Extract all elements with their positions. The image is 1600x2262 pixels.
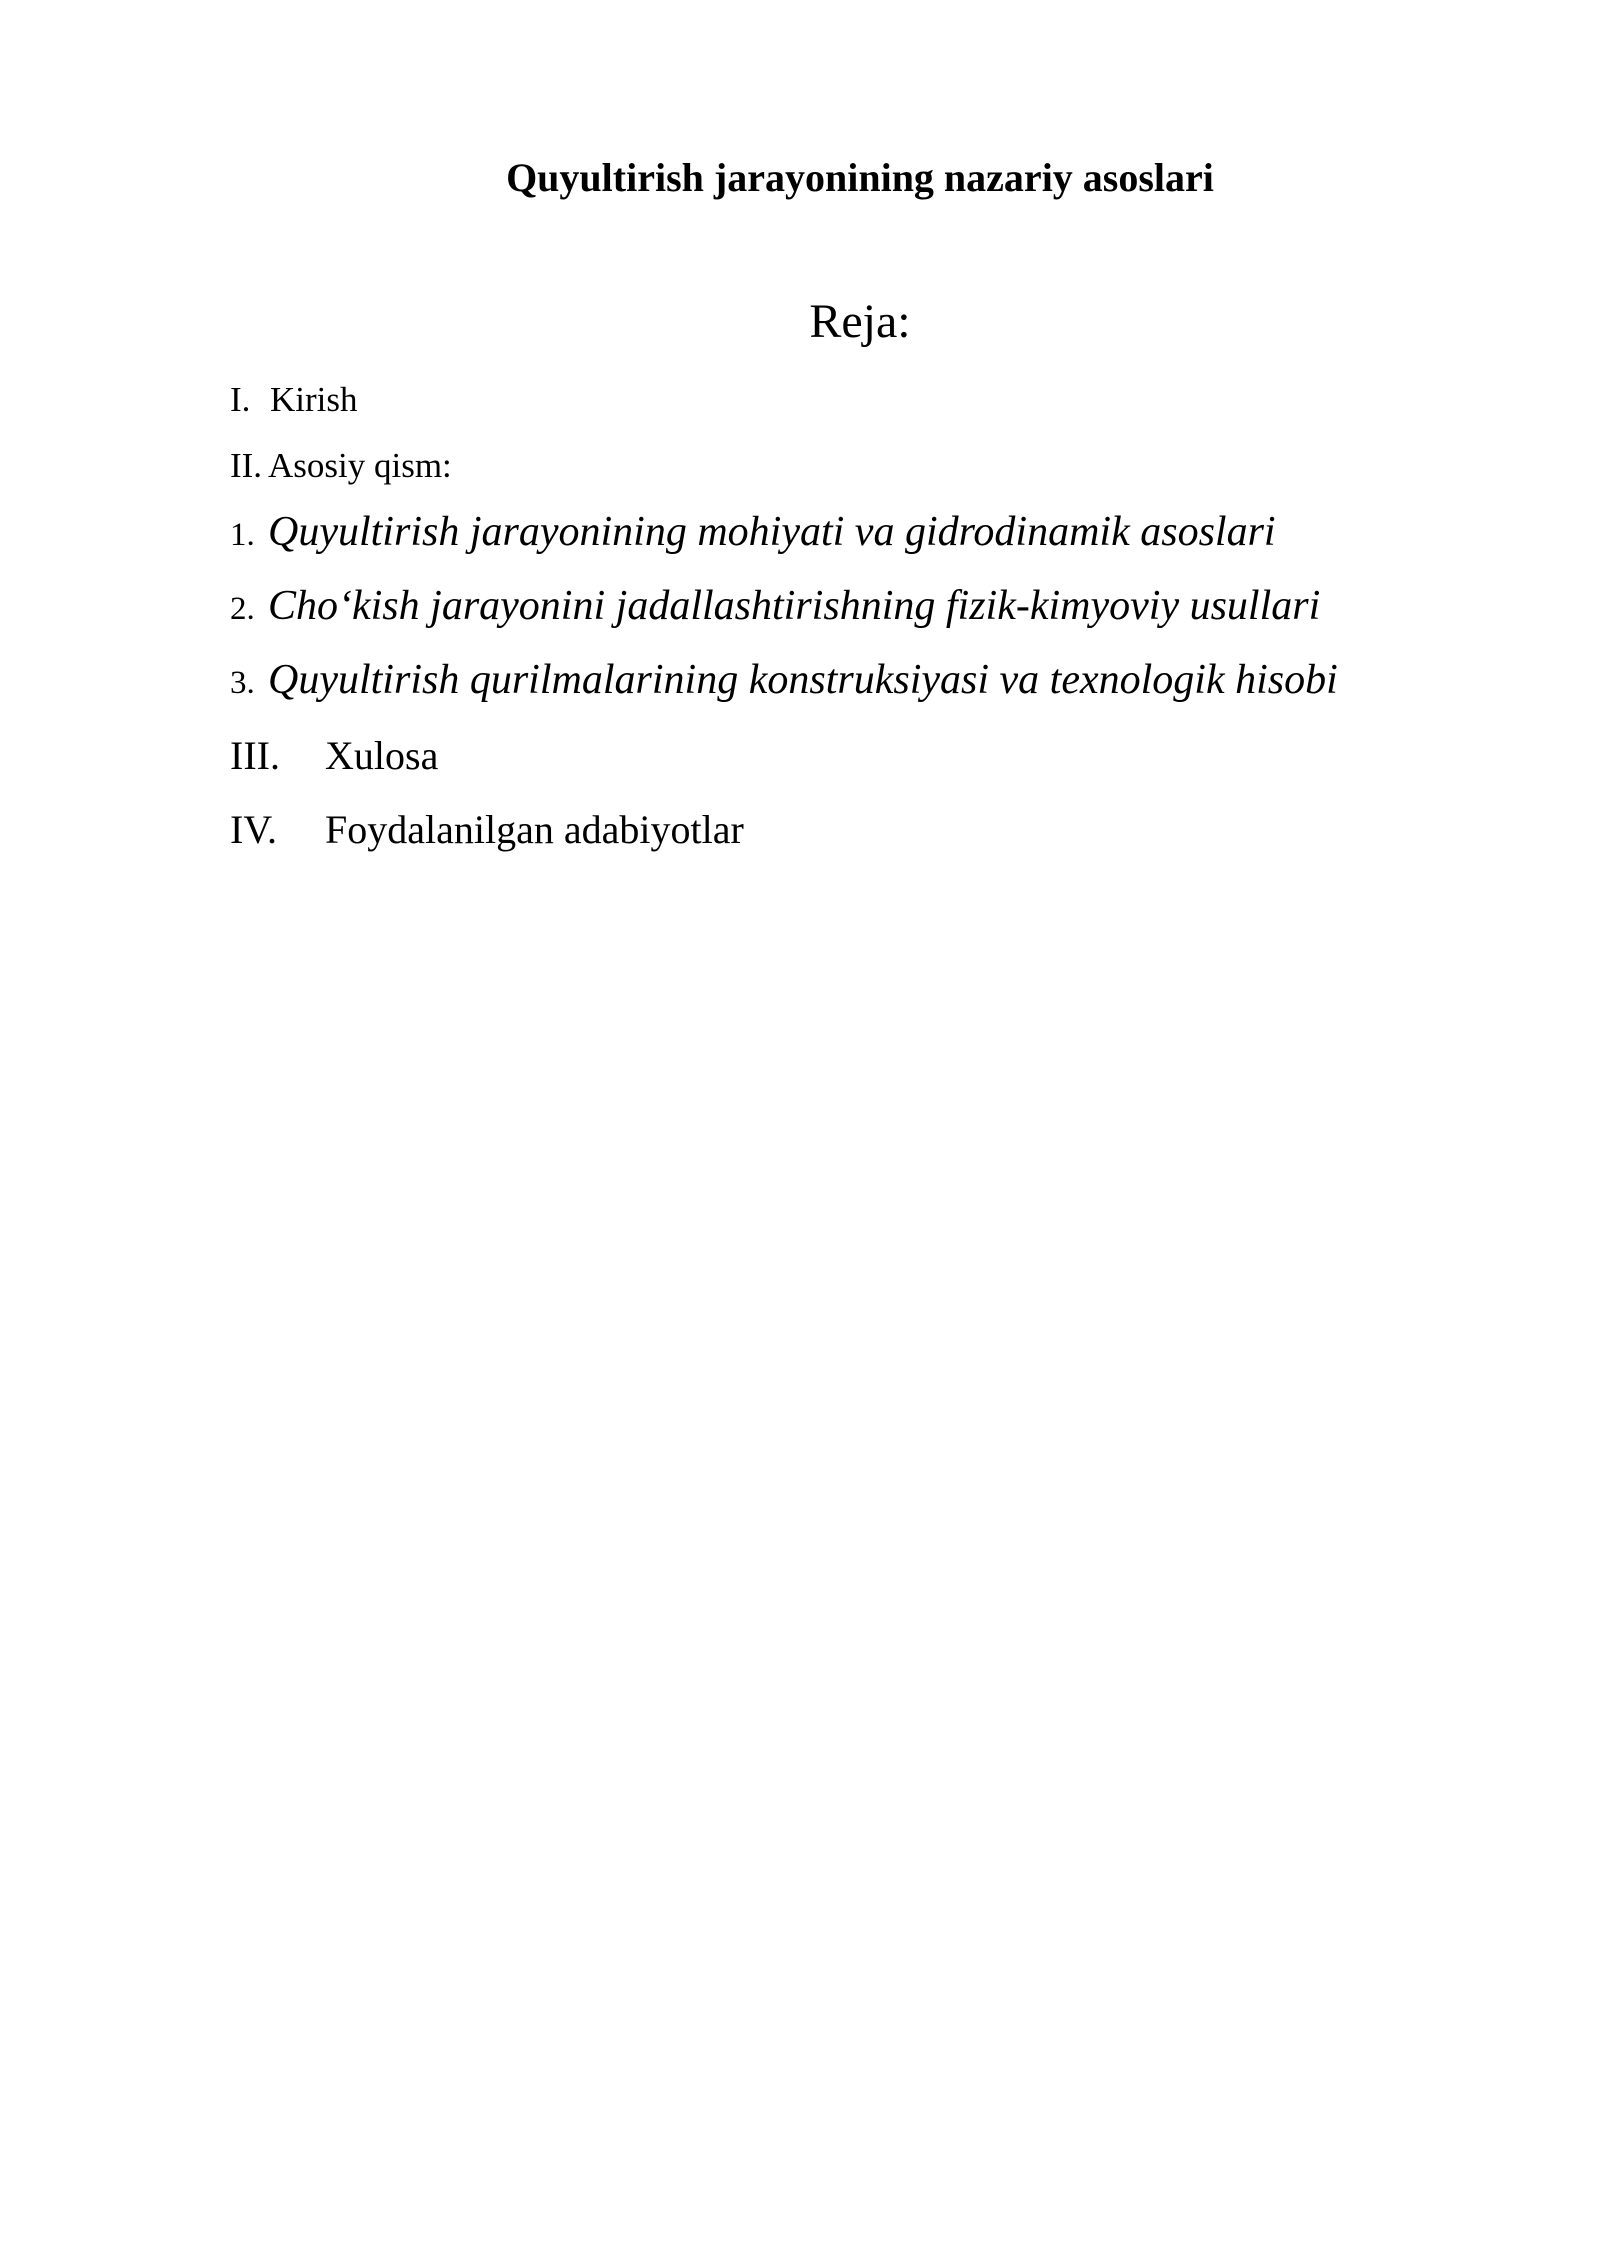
plan-subitem-number: 2. [230, 591, 255, 627]
plan-subitem-number: 1. [230, 517, 255, 553]
plan-item-number: I. [230, 380, 251, 419]
plan-item-text: Asosiy qism: [268, 446, 452, 485]
plan-subitem-text: Cho‘kish jarayonini jadallashtirishning fizik-kimyoviy usullari [268, 583, 1321, 629]
plan-item-number: II. [230, 446, 263, 485]
plan-subitem-1 [230, 510, 1276, 557]
plan-item-number: IV. [230, 807, 278, 852]
plan-subitem-number: 3. [230, 665, 255, 701]
plan-subitem-3 [230, 658, 1338, 705]
document-title: Quyultirish jarayonining nazariy asoslari [506, 155, 1214, 200]
plan-item-text: Foydalanilgan adabiyotlar [325, 807, 744, 852]
plan-item-text: Kirish [270, 380, 358, 419]
plan-item-introduction [230, 378, 358, 422]
plan-item-text: Xulosa [325, 733, 439, 778]
plan-subitem-2 [230, 584, 1320, 631]
plan-heading: Reja: [809, 295, 911, 348]
plan-subitem-text: Quyultirish jarayonining mohiyati va gidrodinamik asoslari [268, 509, 1276, 555]
plan-item-conclusion [230, 731, 438, 781]
plan-subitem-text: Quyultirish qurilmalarining konstruksiyasi va texnologik hisobi [268, 657, 1338, 703]
plan-item-main-part [230, 444, 452, 488]
plan-item-number: III. [230, 733, 280, 778]
plan-item-references [230, 805, 744, 855]
